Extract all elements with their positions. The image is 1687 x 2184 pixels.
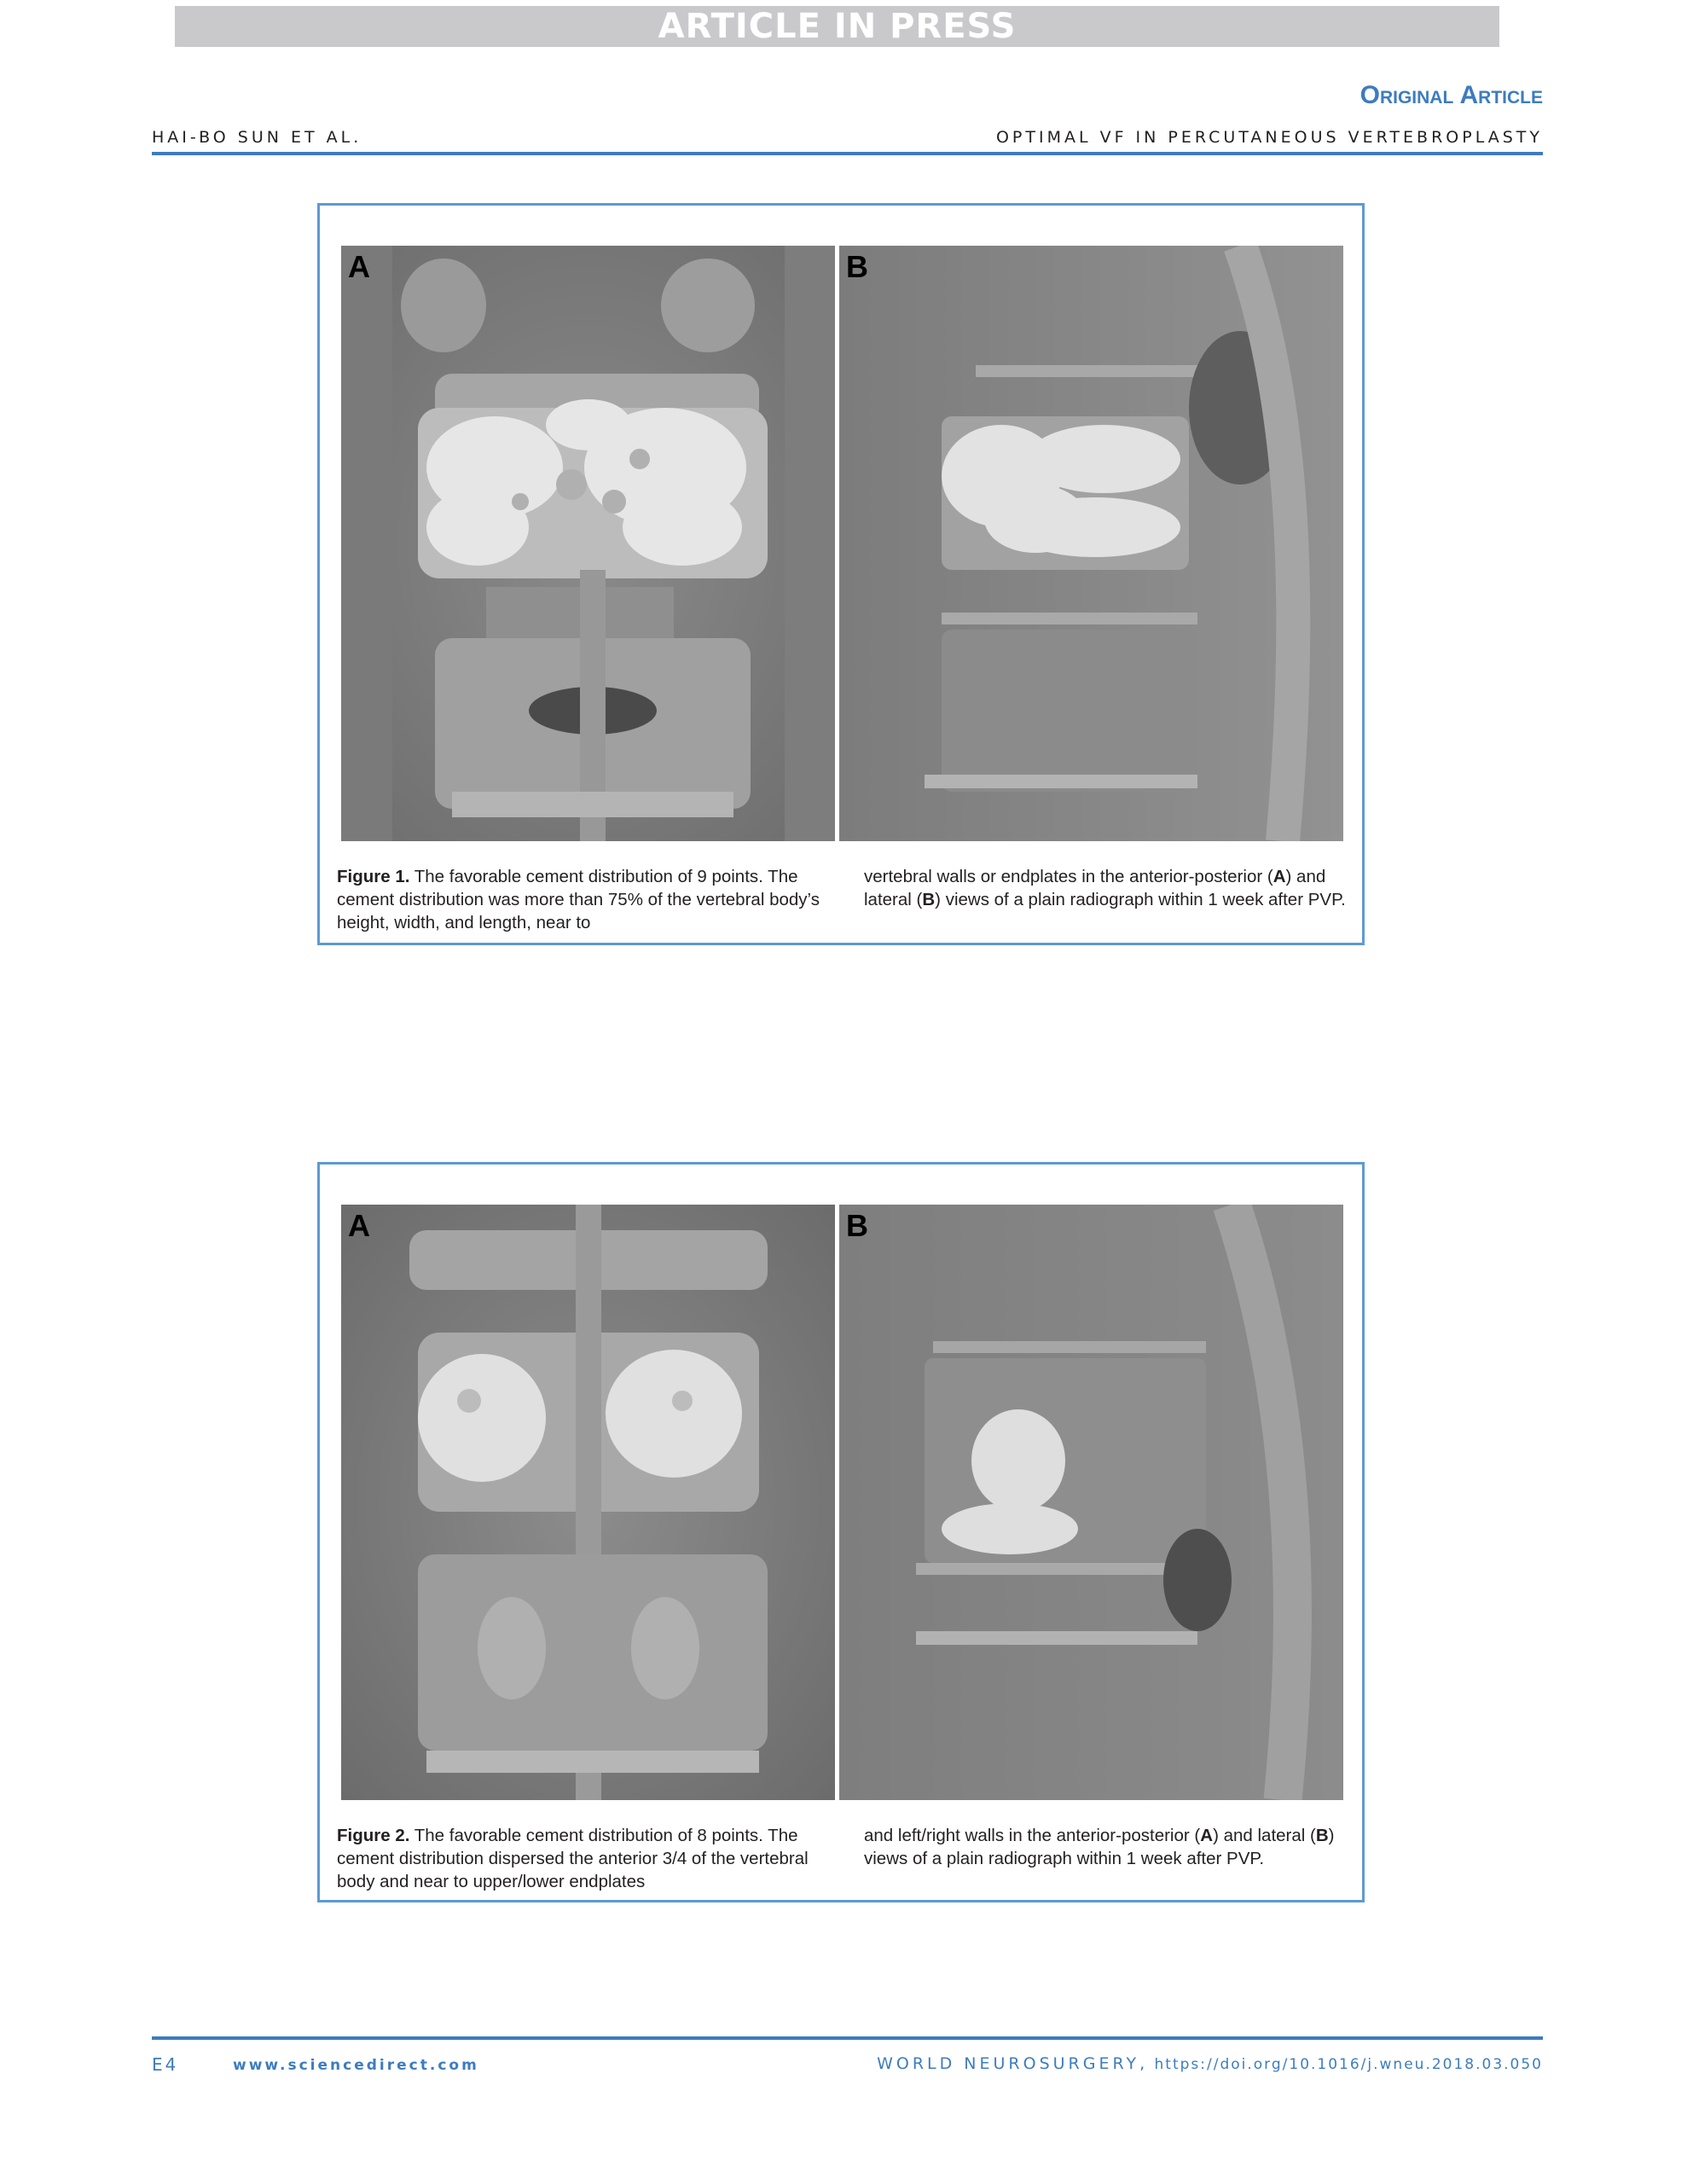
figure-2-caption-text-4: ) views of a plain radiograph within 1 week after PVP. <box>864 1826 1335 1868</box>
figure-2-panel-a-radiograph <box>341 1205 835 1800</box>
figure-1-panel-b-label: B <box>846 249 868 284</box>
page-number: E4 <box>152 2054 179 2075</box>
figure-2-panel-b-radiograph <box>839 1205 1343 1800</box>
header-rule <box>152 152 1543 155</box>
figure-1-caption-col2 <box>864 865 1348 911</box>
article-in-press-banner: ARTICLE IN PRESS <box>175 6 1499 47</box>
figure-1 <box>317 203 1365 945</box>
figure-1-panel-a-radiograph <box>341 246 835 841</box>
running-head-authors: HAI-BO SUN ET AL. <box>152 128 362 147</box>
figure-2-caption-text-2: and left/right walls in the anterior-posterior ( <box>864 1826 1201 1845</box>
running-head <box>152 128 1543 154</box>
figure-2-caption-ref-a: A <box>1200 1826 1214 1845</box>
running-head-title: OPTIMAL VF IN PERCUTANEOUS VERTEBROPLASTY <box>995 128 1543 147</box>
figure-1-caption-text-4: ) views of a plain radiograph within 1 week after PVP. <box>935 890 1346 909</box>
figure-1-caption-ref-b: B <box>922 890 936 909</box>
figure-2-panel-b-label: B <box>846 1208 868 1243</box>
figure-2-caption-text-1: The favorable cement distribution of 8 points. The cement distribution dispersed the anterior 3/4 of the vertebral body and near to upper/lower endplates <box>337 1826 809 1891</box>
figure-2-caption-col1 <box>337 1824 823 1893</box>
footer-rule <box>152 2036 1543 2040</box>
figure-2-caption-text-3: ) and lateral ( <box>1213 1826 1316 1845</box>
figure-1-panel-b-radiograph <box>839 246 1343 841</box>
section-label: Original Article <box>1359 81 1543 109</box>
journal-name: WORLD NEUROSURGERY, <box>877 2054 1149 2073</box>
footer-doi-link[interactable]: https://doi.org/10.1016/j.wneu.2018.03.050 <box>1148 2056 1543 2073</box>
radiograph-ap-image <box>341 246 835 841</box>
figure-2-panel-a-label: A <box>348 1208 370 1243</box>
figure-2-caption-ref-b: B <box>1315 1826 1329 1845</box>
figure-2-panels <box>341 1205 1343 1800</box>
radiograph-lateral-image <box>839 246 1343 841</box>
figure-2-caption-col2 <box>864 1824 1348 1870</box>
figure-1-label: Figure 1. <box>337 867 410 886</box>
footer-site-link[interactable]: www.sciencedirect.com <box>233 2057 479 2074</box>
radiograph-ap-image <box>341 1205 835 1800</box>
figure-1-caption-col1 <box>337 865 823 934</box>
figure-1-panels <box>341 246 1343 841</box>
figure-1-caption-text-2: vertebral walls or endplates in the anterior-posterior ( <box>864 867 1273 886</box>
radiograph-lateral-image <box>839 1205 1343 1800</box>
footer <box>152 2054 1543 2080</box>
figure-1-caption-ref-a: A <box>1272 867 1286 886</box>
footer-journal <box>877 2054 1543 2073</box>
figure-2-label: Figure 2. <box>337 1826 410 1845</box>
figure-1-panel-a-label: A <box>348 249 370 284</box>
figure-2 <box>317 1162 1365 1902</box>
figure-1-caption-text-1: The favorable cement distribution of 9 points. The cement distribution was more than 75% of the vertebral body’s height, width, and length, near to <box>337 867 820 932</box>
figure-1-caption-text-3: ) and lateral ( <box>864 867 1326 909</box>
